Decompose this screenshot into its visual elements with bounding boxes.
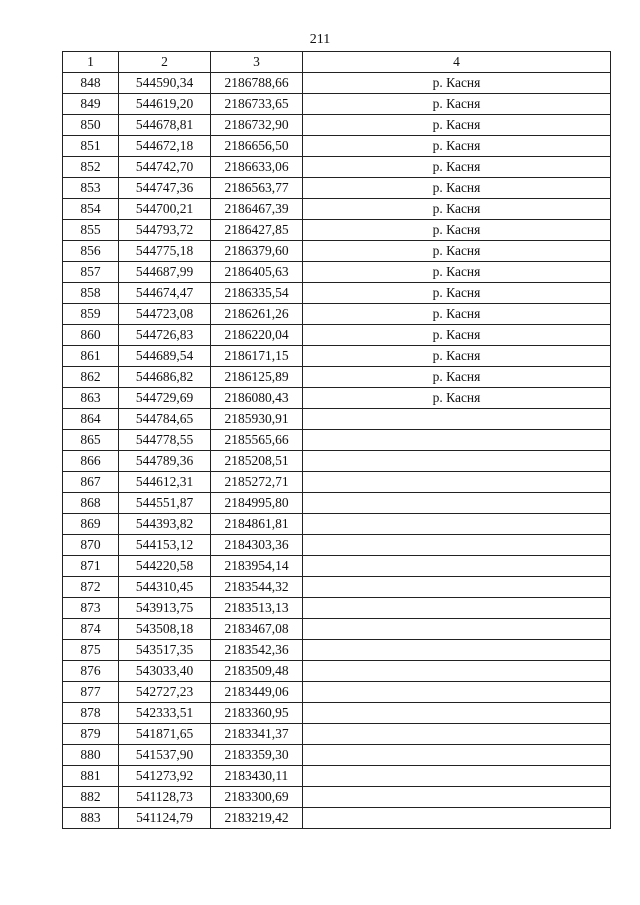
table-row — [63, 808, 611, 829]
x-coordinate-cell: 544686,82 — [119, 367, 211, 388]
x-coordinate-cell: 541537,90 — [119, 745, 211, 766]
point-number-cell: 859 — [63, 304, 119, 325]
x-coordinate-cell: 544784,65 — [119, 409, 211, 430]
table-row — [63, 388, 611, 409]
point-number-cell: 875 — [63, 640, 119, 661]
point-number-cell: 868 — [63, 493, 119, 514]
y-coordinate-cell: 2183954,14 — [211, 556, 303, 577]
y-coordinate-cell: 2186563,77 — [211, 178, 303, 199]
point-number-cell: 849 — [63, 94, 119, 115]
y-coordinate-cell: 2184995,80 — [211, 493, 303, 514]
point-number-cell: 880 — [63, 745, 119, 766]
x-coordinate-cell: 544678,81 — [119, 115, 211, 136]
header-cell-1: 1 — [63, 52, 119, 73]
description-cell: р. Касня — [303, 304, 611, 325]
y-coordinate-cell: 2183300,69 — [211, 787, 303, 808]
x-coordinate-cell: 544672,18 — [119, 136, 211, 157]
y-coordinate-cell: 2183219,42 — [211, 808, 303, 829]
description-cell: р. Касня — [303, 388, 611, 409]
x-coordinate-cell: 544689,54 — [119, 346, 211, 367]
x-coordinate-cell: 544726,83 — [119, 325, 211, 346]
description-cell — [303, 661, 611, 682]
table-row — [63, 115, 611, 136]
point-number-cell: 882 — [63, 787, 119, 808]
description-cell — [303, 409, 611, 430]
x-coordinate-cell: 544393,82 — [119, 514, 211, 535]
y-coordinate-cell: 2183449,06 — [211, 682, 303, 703]
point-number-cell: 873 — [63, 598, 119, 619]
description-cell: р. Касня — [303, 283, 611, 304]
point-number-cell: 883 — [63, 808, 119, 829]
y-coordinate-cell: 2186080,43 — [211, 388, 303, 409]
y-coordinate-cell: 2186261,26 — [211, 304, 303, 325]
description-cell: р. Касня — [303, 199, 611, 220]
y-coordinate-cell: 2183513,13 — [211, 598, 303, 619]
description-cell: р. Касня — [303, 136, 611, 157]
point-number-cell: 853 — [63, 178, 119, 199]
description-cell — [303, 451, 611, 472]
x-coordinate-cell: 544775,18 — [119, 241, 211, 262]
description-cell — [303, 556, 611, 577]
y-coordinate-cell: 2183467,08 — [211, 619, 303, 640]
point-number-cell: 877 — [63, 682, 119, 703]
x-coordinate-cell: 544590,34 — [119, 73, 211, 94]
table-row — [63, 682, 611, 703]
point-number-cell: 850 — [63, 115, 119, 136]
table-row — [63, 472, 611, 493]
description-cell — [303, 640, 611, 661]
point-number-cell: 870 — [63, 535, 119, 556]
y-coordinate-cell: 2183360,95 — [211, 703, 303, 724]
y-coordinate-cell: 2186427,85 — [211, 220, 303, 241]
x-coordinate-cell: 541128,73 — [119, 787, 211, 808]
point-number-cell: 864 — [63, 409, 119, 430]
x-coordinate-cell: 543913,75 — [119, 598, 211, 619]
x-coordinate-cell: 544789,36 — [119, 451, 211, 472]
x-coordinate-cell: 544612,31 — [119, 472, 211, 493]
table-row — [63, 262, 611, 283]
point-number-cell: 860 — [63, 325, 119, 346]
point-number-cell: 876 — [63, 661, 119, 682]
y-coordinate-cell: 2186220,04 — [211, 325, 303, 346]
x-coordinate-cell: 544778,55 — [119, 430, 211, 451]
table-row — [63, 703, 611, 724]
header-cell-2: 2 — [119, 52, 211, 73]
point-number-cell: 879 — [63, 724, 119, 745]
table-row — [63, 94, 611, 115]
y-coordinate-cell: 2183359,30 — [211, 745, 303, 766]
table-row — [63, 514, 611, 535]
y-coordinate-cell: 2186335,54 — [211, 283, 303, 304]
table-row — [63, 661, 611, 682]
description-cell: р. Касня — [303, 73, 611, 94]
description-cell: р. Касня — [303, 220, 611, 241]
table-row — [63, 367, 611, 388]
x-coordinate-cell: 541124,79 — [119, 808, 211, 829]
y-coordinate-cell: 2186733,65 — [211, 94, 303, 115]
point-number-cell: 863 — [63, 388, 119, 409]
description-cell — [303, 598, 611, 619]
description-cell — [303, 808, 611, 829]
x-coordinate-cell: 541273,92 — [119, 766, 211, 787]
description-cell — [303, 682, 611, 703]
point-number-cell: 852 — [63, 157, 119, 178]
table-row — [63, 178, 611, 199]
point-number-cell: 858 — [63, 283, 119, 304]
x-coordinate-cell: 544220,58 — [119, 556, 211, 577]
y-coordinate-cell: 2183509,48 — [211, 661, 303, 682]
x-coordinate-cell: 544729,69 — [119, 388, 211, 409]
table-row — [63, 745, 611, 766]
point-number-cell: 867 — [63, 472, 119, 493]
y-coordinate-cell: 2185930,91 — [211, 409, 303, 430]
table-row — [63, 556, 611, 577]
description-cell: р. Касня — [303, 346, 611, 367]
x-coordinate-cell: 544551,87 — [119, 493, 211, 514]
table-row — [63, 766, 611, 787]
y-coordinate-cell: 2186467,39 — [211, 199, 303, 220]
description-cell: р. Касня — [303, 178, 611, 199]
point-number-cell: 872 — [63, 577, 119, 598]
y-coordinate-cell: 2186633,06 — [211, 157, 303, 178]
header-cell-4: 4 — [303, 52, 611, 73]
table-row — [63, 535, 611, 556]
table-row — [63, 451, 611, 472]
y-coordinate-cell: 2184861,81 — [211, 514, 303, 535]
table-row — [63, 724, 611, 745]
y-coordinate-cell: 2183544,32 — [211, 577, 303, 598]
description-cell — [303, 493, 611, 514]
y-coordinate-cell: 2185208,51 — [211, 451, 303, 472]
y-coordinate-cell: 2186788,66 — [211, 73, 303, 94]
header-row — [63, 52, 611, 73]
y-coordinate-cell: 2183341,37 — [211, 724, 303, 745]
table-row — [63, 157, 611, 178]
x-coordinate-cell: 544793,72 — [119, 220, 211, 241]
point-number-cell: 857 — [63, 262, 119, 283]
x-coordinate-cell: 544619,20 — [119, 94, 211, 115]
description-cell — [303, 619, 611, 640]
header-cell-3: 3 — [211, 52, 303, 73]
y-coordinate-cell: 2186732,90 — [211, 115, 303, 136]
description-cell — [303, 514, 611, 535]
description-cell: р. Касня — [303, 325, 611, 346]
y-coordinate-cell: 2184303,36 — [211, 535, 303, 556]
point-number-cell: 854 — [63, 199, 119, 220]
x-coordinate-cell: 543033,40 — [119, 661, 211, 682]
x-coordinate-cell: 544700,21 — [119, 199, 211, 220]
x-coordinate-cell: 544723,08 — [119, 304, 211, 325]
x-coordinate-cell: 542333,51 — [119, 703, 211, 724]
point-number-cell: 865 — [63, 430, 119, 451]
point-number-cell: 851 — [63, 136, 119, 157]
description-cell — [303, 724, 611, 745]
x-coordinate-cell: 544747,36 — [119, 178, 211, 199]
point-number-cell: 862 — [63, 367, 119, 388]
point-number-cell: 848 — [63, 73, 119, 94]
point-number-cell: 871 — [63, 556, 119, 577]
point-number-cell: 869 — [63, 514, 119, 535]
table-row — [63, 577, 611, 598]
table-row — [63, 220, 611, 241]
x-coordinate-cell: 542727,23 — [119, 682, 211, 703]
x-coordinate-cell: 544742,70 — [119, 157, 211, 178]
description-cell: р. Касня — [303, 94, 611, 115]
y-coordinate-cell: 2183430,11 — [211, 766, 303, 787]
point-number-cell: 855 — [63, 220, 119, 241]
table-row — [63, 283, 611, 304]
table-row — [63, 430, 611, 451]
coordinates-table — [62, 51, 611, 829]
y-coordinate-cell: 2185565,66 — [211, 430, 303, 451]
table-row — [63, 136, 611, 157]
page-number: 211 — [309, 32, 331, 47]
point-number-cell: 856 — [63, 241, 119, 262]
table-row — [63, 346, 611, 367]
table-row — [63, 598, 611, 619]
x-coordinate-cell: 544310,45 — [119, 577, 211, 598]
description-cell — [303, 745, 611, 766]
table-row — [63, 787, 611, 808]
point-number-cell: 861 — [63, 346, 119, 367]
description-cell — [303, 703, 611, 724]
point-number-cell: 881 — [63, 766, 119, 787]
description-cell — [303, 766, 611, 787]
table-body — [63, 73, 611, 829]
table-row — [63, 493, 611, 514]
table-row — [63, 73, 611, 94]
description-cell: р. Касня — [303, 367, 611, 388]
x-coordinate-cell: 544674,47 — [119, 283, 211, 304]
description-cell — [303, 535, 611, 556]
table-row — [63, 304, 611, 325]
x-coordinate-cell: 543508,18 — [119, 619, 211, 640]
y-coordinate-cell: 2183542,36 — [211, 640, 303, 661]
description-cell — [303, 472, 611, 493]
table-row — [63, 241, 611, 262]
description-cell: р. Касня — [303, 262, 611, 283]
table-row — [63, 619, 611, 640]
y-coordinate-cell: 2186379,60 — [211, 241, 303, 262]
y-coordinate-cell: 2186125,89 — [211, 367, 303, 388]
description-cell — [303, 577, 611, 598]
table-row — [63, 199, 611, 220]
point-number-cell: 878 — [63, 703, 119, 724]
x-coordinate-cell: 543517,35 — [119, 640, 211, 661]
table-row — [63, 409, 611, 430]
y-coordinate-cell: 2185272,71 — [211, 472, 303, 493]
description-cell: р. Касня — [303, 157, 611, 178]
y-coordinate-cell: 2186171,15 — [211, 346, 303, 367]
table-row — [63, 325, 611, 346]
x-coordinate-cell: 541871,65 — [119, 724, 211, 745]
x-coordinate-cell: 544153,12 — [119, 535, 211, 556]
point-number-cell: 866 — [63, 451, 119, 472]
point-number-cell: 874 — [63, 619, 119, 640]
description-cell — [303, 430, 611, 451]
x-coordinate-cell: 544687,99 — [119, 262, 211, 283]
description-cell: р. Касня — [303, 241, 611, 262]
table-row — [63, 640, 611, 661]
description-cell: р. Касня — [303, 115, 611, 136]
y-coordinate-cell: 2186656,50 — [211, 136, 303, 157]
description-cell — [303, 787, 611, 808]
y-coordinate-cell: 2186405,63 — [211, 262, 303, 283]
